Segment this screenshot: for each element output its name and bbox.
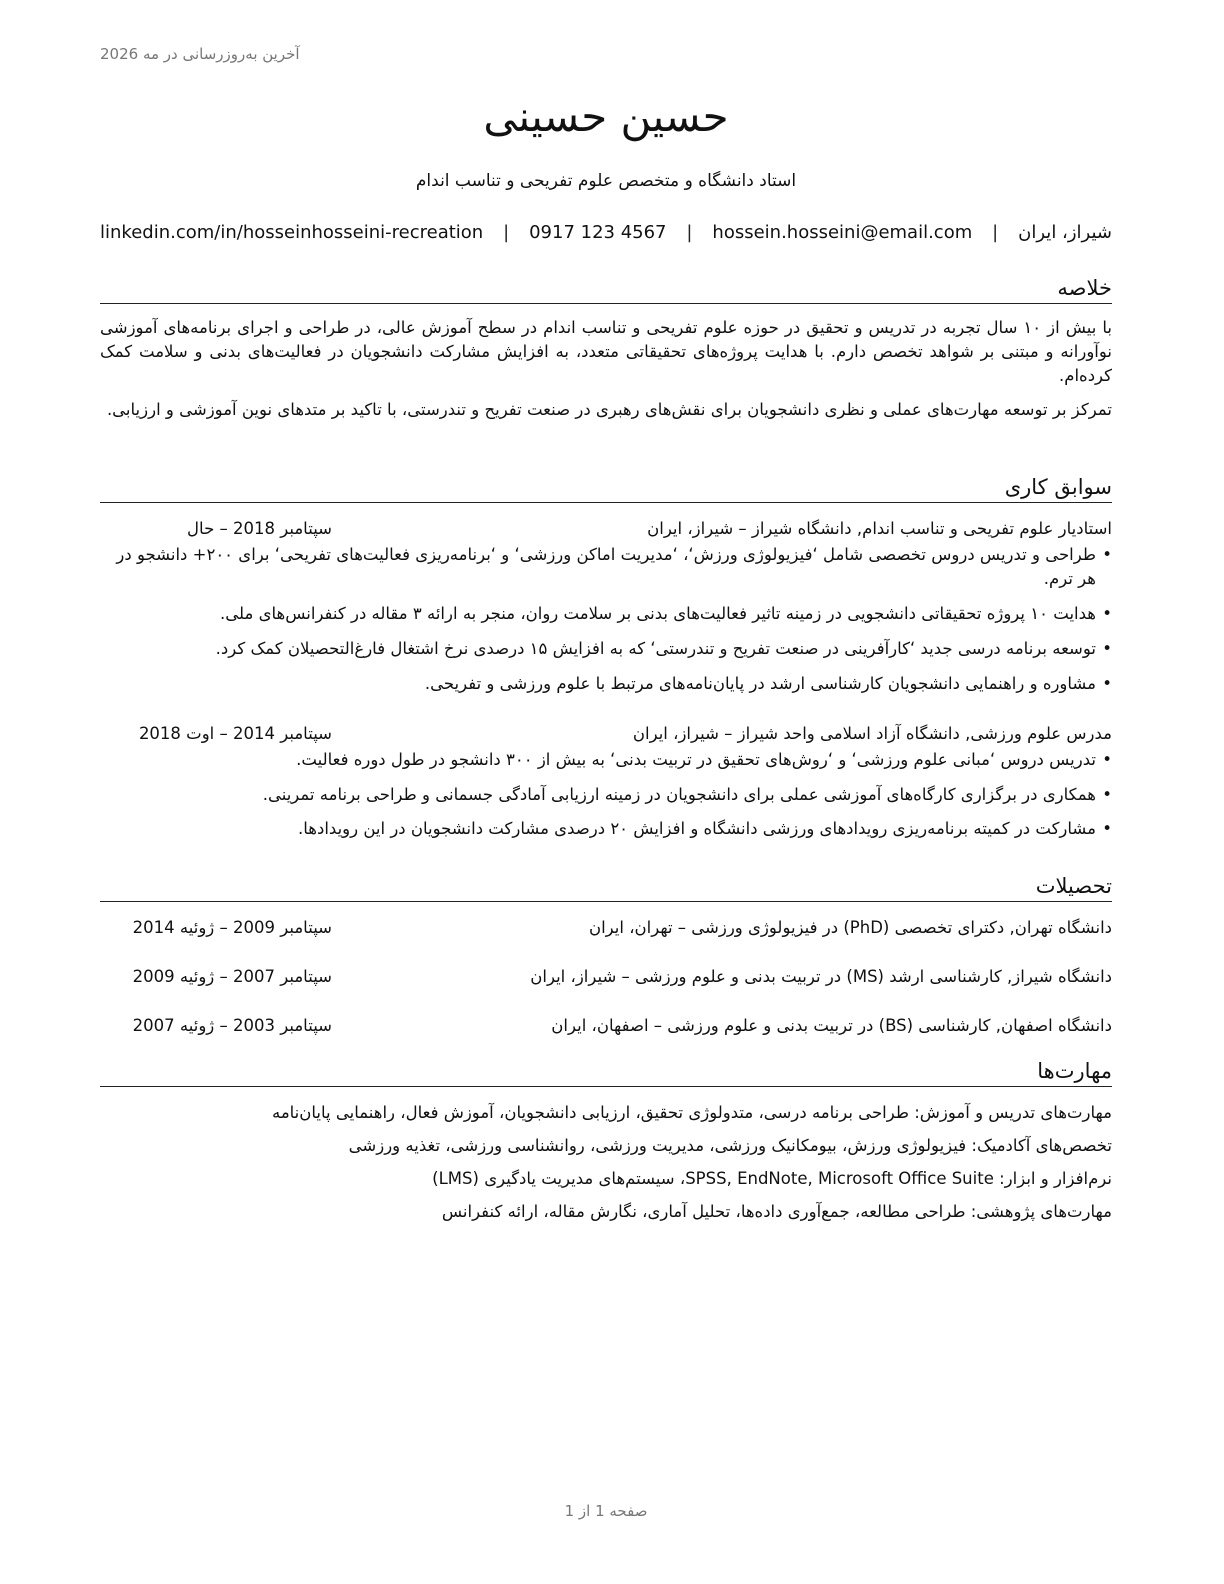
bullet-item [100, 543, 1112, 591]
bullet-text: مشارکت در کمیته برنامه‌ریزی رویدادهای ورزشی دانشگاه و افزایش ۲۰ درصدی مشارکت دانشجویان در این رویدادها. [298, 819, 1096, 839]
bullet-list [100, 543, 1112, 696]
education-entry [100, 916, 1112, 965]
contact-linkedin[interactable]: linkedin.com/in/hosseinhosseini-recreation [100, 222, 484, 243]
degree: دانشگاه اصفهان, کارشناسی (BS) در تربیت بدنی و علوم ورزشی – اصفهان، ایران [551, 1016, 1112, 1036]
bullet-text: همکاری در برگزاری کارگاه‌های آموزشی عملی برای دانشجویان در زمینه ارزیابی آمادگی جسمانی و طراحی برنامه تمرینی. [262, 784, 1096, 804]
bullet-icon: • [1102, 749, 1112, 769]
last-updated: آخرین به‌روزرسانی در مه 2026 [100, 45, 300, 63]
skills-list [100, 1101, 1112, 1224]
section-title-summary: خلاصه [100, 276, 1112, 304]
section-title-experience: سوابق کاری [100, 475, 1112, 503]
section-title-skills: مهارت‌ها [100, 1059, 1112, 1087]
education-entry [100, 965, 1112, 1014]
education-dates: سپتامبر 2009 – ژوئیه 2014 [132, 918, 332, 938]
skills-section [100, 1059, 1112, 1233]
contact-line [100, 222, 1112, 243]
bullet-icon: • [1102, 545, 1112, 565]
summary-paragraph: با بیش از ۱۰ سال تجربه در تدریس و تحقیق در حوزه علوم تفریحی و تناسب اندام در سطح آموزش عالی، در طراحی و اجرای برنامه‌های آموزشی نوآورانه و مبتنی بر شواهد تخصص دارم. با هدایت پروژه‌های تحقیقاتی متعدد، به افزایش مشارکت دانشجویان در فعالیت‌های بدنی و سلامت کمک کرده‌ام. [100, 318, 1112, 386]
education-list [100, 916, 1112, 1063]
entry-header [100, 517, 1112, 541]
contact-separator: | [503, 222, 510, 243]
skill-line: مهارت‌های تدریس و آموزش: طراحی برنامه درسی، متدولوژی تحقیق، ارزیابی دانشجویان، آموزش فعال، راهنمایی پایان‌نامه [271, 1103, 1112, 1123]
experience-entry [100, 722, 1112, 842]
experience-entry [100, 517, 1112, 696]
bullet-item [100, 783, 1112, 807]
bullet-icon: • [1102, 673, 1112, 693]
degree: دانشگاه تهران, دکترای تخصصی (PhD) در فیزیولوژی ورزشی – تهران، ایران [588, 918, 1112, 938]
bullet-item [100, 672, 1112, 696]
bullet-text: هدایت ۱۰ پروژه تحقیقاتی دانشجویی در زمینه تاثیر فعالیت‌های بدنی بر سلامت روان، منجر به ارائه ۳ مقاله در کنفرانس‌های ملی. [220, 603, 1096, 623]
bullet-item [100, 817, 1112, 841]
skill-line: مهارت‌های پژوهشی: طراحی مطالعه، جمع‌آوری داده‌ها، تحلیل آماری، نگارش مقاله، ارائه کنفرانس [441, 1201, 1112, 1221]
tagline: استاد دانشگاه و متخصص علوم تفریحی و تناسب اندام [415, 171, 797, 191]
entry-header [100, 722, 1112, 746]
job-title: مدرس علوم ورزشی, دانشگاه آزاد اسلامی واحد شیراز – شیراز، ایران [632, 723, 1112, 743]
education-entry [100, 1014, 1112, 1063]
contact-separator: | [686, 222, 693, 243]
bullet-icon: • [1102, 819, 1112, 839]
education-dates: سپتامبر 2007 – ژوئیه 2009 [132, 967, 332, 987]
contact-location: شیراز، ایران [1018, 222, 1112, 243]
bullet-text: تدریس دروس ‘مبانی علوم ورزشی‘ و ‘روش‌های تحقیق در تربیت بدنی‘ به بیش از ۳۰۰ دانشجو در طول دوره فعالیت. [296, 749, 1096, 769]
experience-section [100, 475, 1112, 852]
section-title-education: تحصیلات [100, 874, 1112, 902]
job-dates: سپتامبر 2014 – اوت 2018 [138, 723, 332, 743]
page-number: صفحه 1 از 1 [564, 1502, 648, 1520]
education-dates: سپتامبر 2003 – ژوئیه 2007 [132, 1016, 332, 1036]
bullet-item [100, 637, 1112, 661]
job-title: استادیار علوم تفریحی و تناسب اندام, دانشگاه شیراز – شیراز، ایران [647, 519, 1112, 539]
degree: دانشگاه شیراز, کارشناسی ارشد (MS) در تربیت بدنی و علوم ورزشی – شیراز، ایران [530, 967, 1112, 987]
person-name: حسین حسینی [483, 92, 729, 141]
contact-email[interactable]: hossein.hosseini@email.com [712, 222, 973, 243]
contact-separator: | [992, 222, 999, 243]
bullet-icon: • [1102, 784, 1112, 804]
bullet-item [100, 748, 1112, 772]
bullet-item [100, 602, 1112, 626]
bullet-text: طراحی و تدریس دروس تخصصی شامل ‘فیزیولوژی ورزش‘، ‘مدیریت اماکن ورزشی‘ و ‘برنامه‌ریزی فعالیت‌های تفریحی‘ برای ۲۰۰+ دانشجو در هر ترم. [116, 545, 1096, 589]
education-section [100, 874, 1112, 1063]
resume-page [100, 0, 1112, 1584]
bullet-icon: • [1102, 638, 1112, 658]
summary-paragraph: تمرکز بر توسعه مهارت‌های عملی و نظری دانشجویان برای نقش‌های رهبری در صنعت تفریح و تندرستی، با تاکید بر متدهای نوین آموزشی و ارزیابی. [106, 399, 1112, 419]
bullet-list [100, 748, 1112, 842]
skill-line: نرم‌افزار و ابزار: SPSS, EndNote, Microsoft Office Suite، سیستم‌های مدیریت یادگیری (LMS) [432, 1169, 1112, 1189]
contact-phone[interactable]: 0917 123 4567 [529, 222, 667, 243]
skill-line: تخصص‌های آکادمیک: فیزیولوژی ورزش، بیومکانیک ورزشی، مدیریت ورزشی، روانشناسی ورزشی، تغذیه ورزشی [348, 1136, 1112, 1156]
bullet-text: مشاوره و راهنمایی دانشجویان کارشناسی ارشد در پایان‌نامه‌های مرتبط با علوم ورزشی و تفریحی. [424, 673, 1096, 693]
bullet-icon: • [1102, 603, 1112, 623]
bullet-text: توسعه برنامه درسی جدید ‘کارآفرینی در صنعت تفریح و تندرستی‘ که به افزایش ۱۵ درصدی نرخ اشتغال فارغ‌التحصیلان کمک کرد. [215, 638, 1096, 658]
summary-section [100, 276, 1112, 422]
job-dates: سپتامبر 2018 – حال [187, 519, 332, 539]
